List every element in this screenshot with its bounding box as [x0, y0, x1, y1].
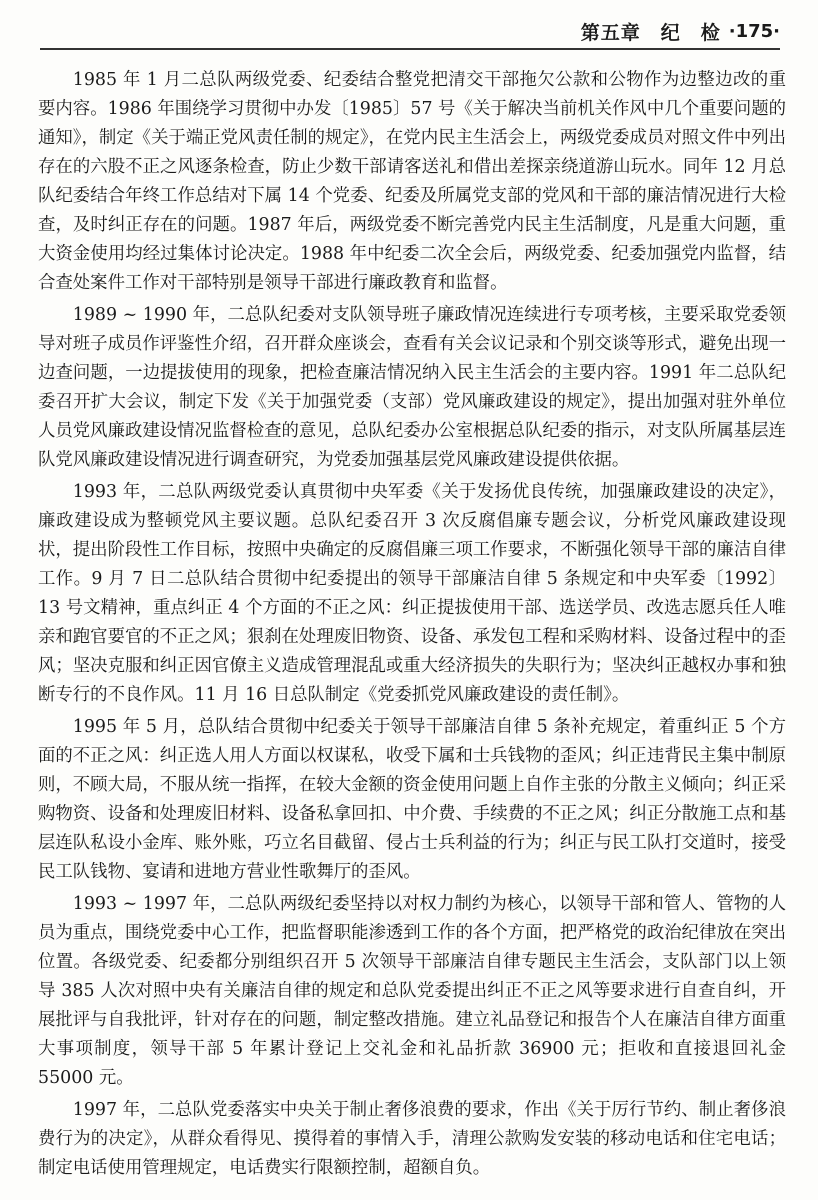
paragraph-1989-1990: 1989 ~ 1990 年，二总队纪委对支队领导班子廉政情况连续进行专项考核，主要采取党委领导对班子成员作评鉴性介绍，召开群众座谈会，查看有关会议记录和个别交谈等形式，避免出现一边查问题，一边提拔使用的现象，把检查廉洁情况纳入民主生活会的主要内容。1991 年二总队纪委召开扩大会议，制定下发《关于加强党委（支部）党风廉政建设的规定》，提出加强对驻外单位人员党风廉政建设情况监督检查的意见，总队纪委办公室根据总队纪委的指示，对支队所属基层连队党风廉政建设情况进行调查研究，为党委加强基层党风廉政建设提供依据。 — [38, 305, 786, 470]
page-number: ·175· — [728, 20, 780, 42]
body-text — [38, 66, 786, 1186]
paragraph-1993-1997: 1993 ~ 1997 年，二总队两级纪委坚持以对权力制约为核心，以领导干部和管人、管物的人员为重点，围绕党委中心工作，把监督职能渗透到工作的各个方面，把严格党的政治纪律放在突出位置。各级党委、纪委都分别组织召开 5 次领导干部廉洁自律专题民主生活会，支队部门以上领导 385 人次对照中央有关廉洁自律的规定和总队党委提出纠正不正之风等要求进行自查自纠，开展批评与自我批评，针对存在的问题，制定整改措施。建立礼品登记和报告个人在廉洁自律方面重大事项制度，领导干部 5 年累计登记上交礼金和礼品折款 36900 元；拒收和直接退回礼金 55000 元。 — [38, 894, 786, 1088]
chapter-title: 第五章 纪 检 — [580, 21, 721, 44]
paragraph-1997: 1997 年，二总队党委落实中央关于制止奢侈浪费的要求，作出《关于厉行节约、制止奢侈浪费行为的决定》，从群众看得见、摸得着的事情入手，清理公款购发安装的移动电话和住宅电话；制定电话使用管理规定，电话费实行限额控制，超额自负。 — [38, 1100, 786, 1178]
running-head — [40, 14, 780, 50]
paragraph-1985: 1985 年 1 月二总队两级党委、纪委结合整党把清交干部拖欠公款和公物作为边整边改的重要内容。1986 年围绕学习贯彻中办发〔1985〕57 号《关于解决当前机关作风中几个重要问题的通知》，制定《关于端正党风责任制的规定》，在党内民主生活会上，两级党委成员对照文件中列出存在的六股不正之风逐条检查，防止少数干部请客送礼和借出差探亲绕道游山玩水。同年 12 月总队纪委结合年终工作总结对下属 14 个党委、纪委及所属党支部的党风和干部的廉洁情况进行大检查，及时纠正存在的问题。1987 年后，两级党委不断完善党内民主生活制度，凡是重大问题，重大资金使用均经过集体讨论决定。1988 年中纪委二次全会后，两级党委、纪委加强党内监督，结合查处案件工作对干部特别是领导干部进行廉政教育和监督。 — [38, 70, 786, 293]
paragraph-1993: 1993 年，二总队两级党委认真贯彻中央军委《关于发扬优良传统，加强廉政建设的决定》，廉政建设成为整顿党风主要议题。总队纪委召开 3 次反腐倡廉专题会议，分析党风廉政建设现状，提出阶段性工作目标，按照中央确定的反腐倡廉三项工作要求，不断强化领导干部的廉洁自律工作。9 月 7 日二总队结合贯彻中纪委提出的领导干部廉洁自律 5 条规定和中央军委〔1992〕13 号文精神，重点纠正 4 个方面的不正之风：纠正提拔使用干部、选送学员、改选志愿兵任人唯亲和跑官要官的不正之风；狠刹在处理废旧物资、设备、承发包工程和采购材料、设备过程中的歪风；坚决克服和纠正因官僚主义造成管理混乱或重大经济损失的失职行为；坚决纠正越权办事和独断专行的不良作风。11 月 16 日总队制定《党委抓党风廉政建设的责任制》。 — [38, 482, 786, 705]
paragraph-1995: 1995 年 5 月，总队结合贯彻中纪委关于领导干部廉洁自律 5 条补充规定，着重纠正 5 个方面的不正之风：纠正选人用人方面以权谋私，收受下属和士兵钱物的歪风；纠正违背民主集中制原则，不顾大局，不服从统一指挥，在较大金额的资金使用问题上自作主张的分散主义倾向；纠正采购物资、设备和处理废旧材料、设备私拿回扣、中介费、手续费的不正之风；纠正分散施工点和基层连队私设小金库、账外账，巧立名目截留、侵占士兵利益的行为；纠正与民工队打交道时，接受民工队钱物、宴请和进地方营业性歌舞厅的歪风。 — [38, 717, 786, 882]
